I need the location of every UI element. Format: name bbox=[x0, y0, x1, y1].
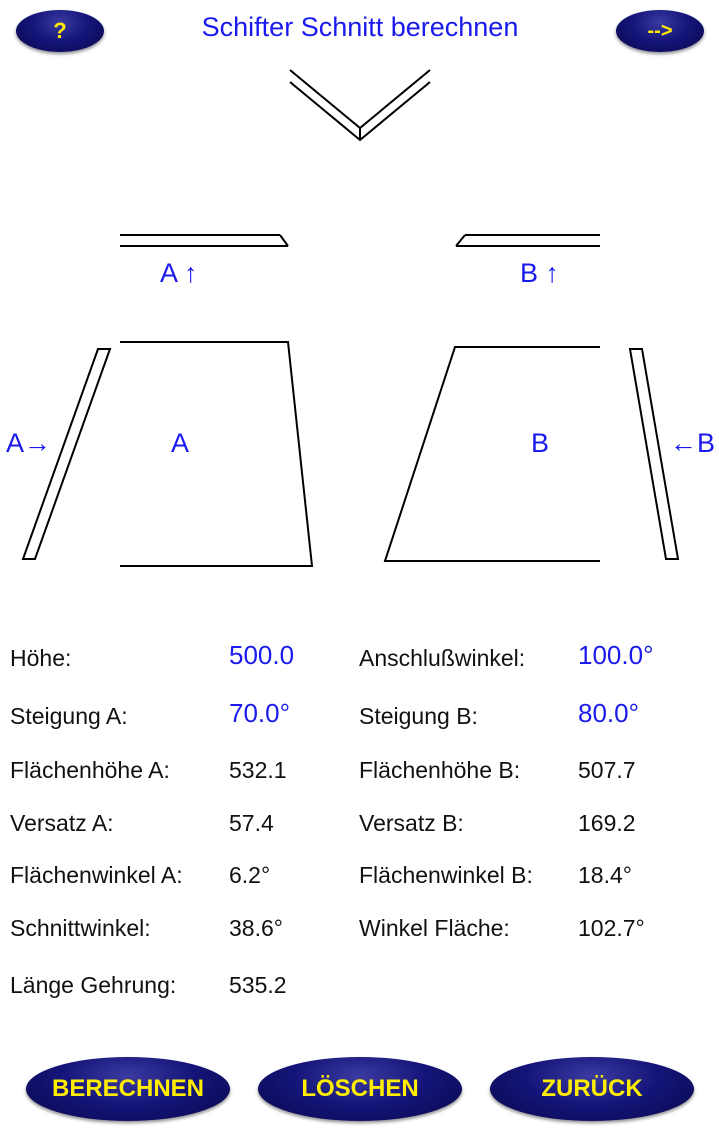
face-b-outline bbox=[385, 347, 600, 561]
miter-joint-view bbox=[290, 70, 430, 140]
side-label-b: ←B bbox=[670, 428, 716, 458]
steigung-a-input[interactable]: 70.0° bbox=[229, 698, 291, 728]
face-label-b: B bbox=[531, 428, 550, 458]
flaechenhoehe-a-label: Flächenhöhe A: bbox=[10, 757, 170, 783]
laenge-gehrung-label: Länge Gehrung: bbox=[10, 972, 177, 998]
calculate-button[interactable]: BERECHNEN bbox=[26, 1057, 230, 1121]
face-label-a: A bbox=[171, 428, 190, 458]
help-button[interactable]: ? bbox=[16, 10, 104, 52]
versatz-a-label: Versatz A: bbox=[10, 810, 114, 836]
next-button[interactable]: --> bbox=[616, 10, 704, 52]
anschlusswinkel-label: Anschlußwinkel: bbox=[359, 645, 526, 671]
flaechenwinkel-a-value: 6.2° bbox=[229, 862, 271, 888]
laenge-gehrung-value: 535.2 bbox=[229, 972, 287, 998]
anschlusswinkel-input[interactable]: 100.0° bbox=[578, 640, 654, 670]
versatz-a-value: 57.4 bbox=[229, 810, 274, 836]
top-view-piece-a bbox=[120, 235, 288, 246]
face-a-outline bbox=[120, 342, 312, 566]
back-button[interactable]: ZURÜCK bbox=[490, 1057, 694, 1121]
winkel-flaeche-value: 102.7° bbox=[578, 915, 645, 941]
versatz-b-value: 169.2 bbox=[578, 810, 636, 836]
flaechenwinkel-b-label: Flächenwinkel B: bbox=[359, 862, 533, 888]
flaechenwinkel-b-value: 18.4° bbox=[578, 862, 632, 888]
top-label-b: B ↑ bbox=[520, 258, 560, 288]
steigung-b-input[interactable]: 80.0° bbox=[578, 698, 640, 728]
steigung-a-label: Steigung A: bbox=[10, 703, 128, 729]
top-label-a: A ↑ bbox=[160, 258, 198, 288]
flaechenhoehe-b-value: 507.7 bbox=[578, 757, 636, 783]
schnittwinkel-label: Schnittwinkel: bbox=[10, 915, 151, 941]
flaechenwinkel-a-label: Flächenwinkel A: bbox=[10, 862, 183, 888]
flaechenhoehe-a-value: 532.1 bbox=[229, 757, 287, 783]
top-view-piece-b bbox=[456, 235, 600, 246]
hoehe-label: Höhe: bbox=[10, 645, 72, 671]
clear-button[interactable]: LÖSCHEN bbox=[258, 1057, 462, 1121]
winkel-flaeche-label: Winkel Fläche: bbox=[359, 915, 510, 941]
steigung-b-label: Steigung B: bbox=[359, 703, 478, 729]
flaechenhoehe-b-label: Flächenhöhe B: bbox=[359, 757, 521, 783]
side-label-a: A→ bbox=[6, 428, 52, 458]
schnittwinkel-value: 38.6° bbox=[229, 915, 283, 941]
versatz-b-label: Versatz B: bbox=[359, 810, 464, 836]
hoehe-input[interactable]: 500.0 bbox=[229, 640, 295, 670]
page-title: Schifter Schnitt berechnen bbox=[201, 12, 519, 42]
